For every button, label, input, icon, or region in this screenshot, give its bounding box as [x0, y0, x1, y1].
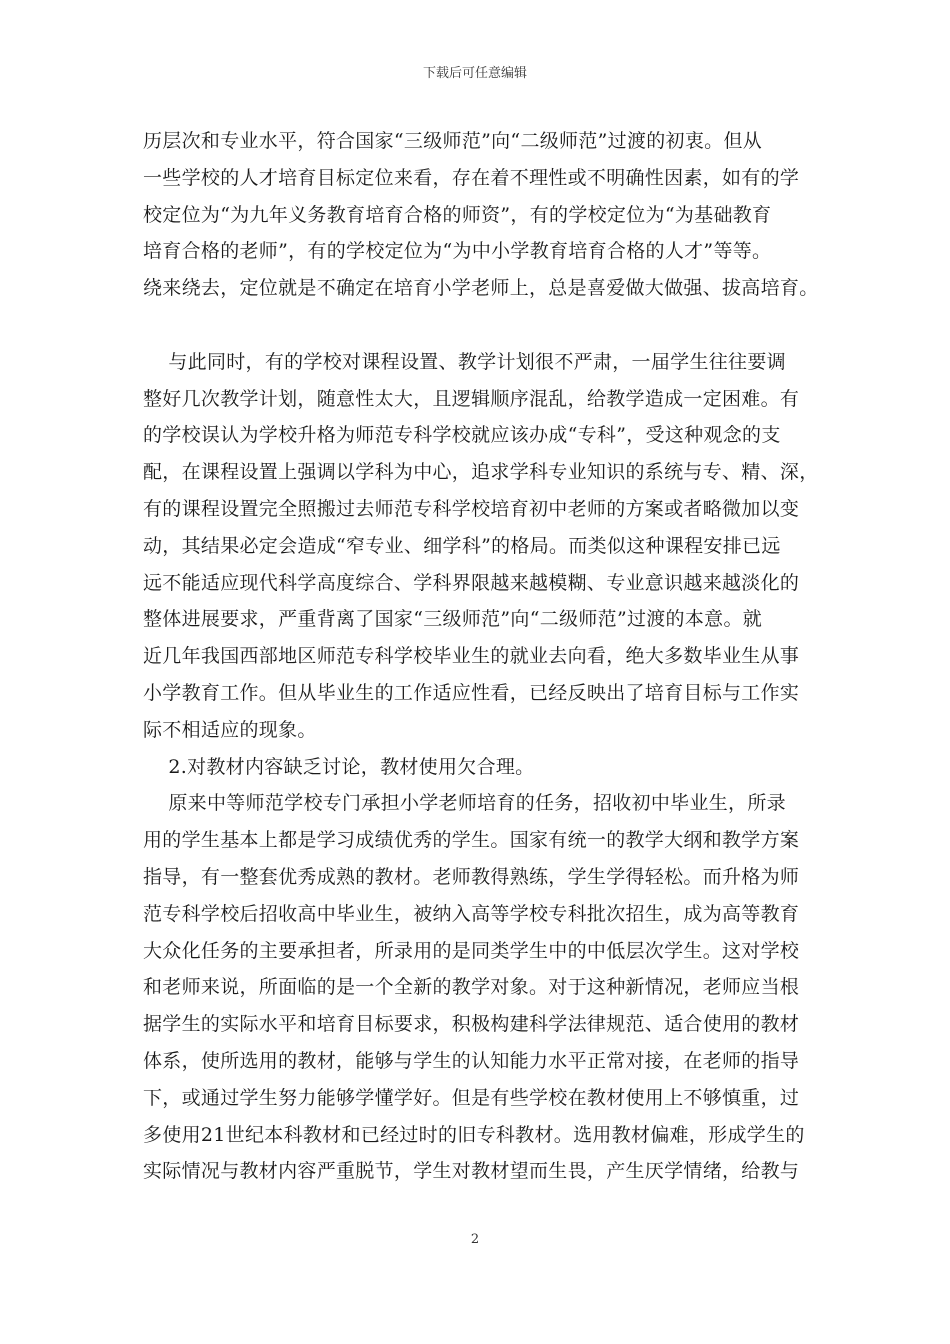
text-line: 小学教育工作。但从毕业生的工作适应性看，已经反映出了培育目标与工作实 [143, 681, 800, 704]
text-line: 和老师来说，所面临的是一个全新的教学对象。对于这种新情况，老师应当根 [143, 976, 800, 999]
text-line: 原来中等师范学校专门承担小学老师培育的任务，招收初中毕业生，所录 [143, 792, 786, 815]
text-line: 用的学生基本上都是学习成绩优秀的学生。国家有统一的教学大纲和教学方案 [143, 829, 800, 852]
paragraph [143, 785, 823, 1190]
text-line: 一些学校的人才培育目标定位来看，存在着不理性或不明确性因素，如有的学 [143, 166, 800, 189]
text-line: 校定位为“为九年义务教育培育合格的师资”，有的学校定位为“为基础教育 [143, 203, 772, 226]
text-line: 配，在课程设置上强调以学科为中心，追求学科专业知识的系统与专、精、深， [143, 461, 819, 484]
text-line: 下，或通过学生努力能够学懂学好。但是有些学校在教材使用上不够慎重，过 [143, 1086, 800, 1109]
paragraph-gap [143, 307, 823, 344]
page-header: 下载后可任意编辑 [422, 66, 527, 81]
text-line: 的学校误认为学校升格为师范专科学校就应该办成“专科”，受这种观念的支 [143, 424, 781, 447]
text-line: 2.对教材内容缺乏讨论，教材使用欠合理。 [143, 755, 535, 778]
text-line: 历层次和专业水平，符合国家“三级师范”向“二级师范”过渡的初衷。但从 [143, 130, 763, 152]
text-line: 指导，有一整套优秀成熟的教材。老师教得熟练，学生学得轻松。而升格为师 [143, 865, 800, 888]
text-line: 范专科学校后招收高中毕业生，被纳入高等学校专科批次招生，成为高等教育 [143, 902, 800, 925]
text-line: 实际情况与教材内容严重脱节，学生对教材望而生畏，产生厌学情绪，给教与 [143, 1160, 800, 1183]
text-line: 际不相适应的现象。 [143, 718, 317, 741]
text-line: 体系，使所选用的教材，能够与学生的认知能力水平正常对接，在老师的指导 [143, 1049, 800, 1072]
paragraph [143, 123, 823, 307]
text-line: 绕来绕去，定位就是不确定在培育小学老师上，总是喜爱做大做强、拔高培育。 [143, 277, 819, 300]
text-line: 与此同时，有的学校对课程设置、教学计划很不严肃，一届学生往往要调 [143, 350, 786, 373]
text-line: 整体进展要求，严重背离了国家“三级师范”向“二级师范”过渡的本意。就 [143, 608, 763, 631]
text-line: 大众化任务的主要承担者，所录用的是同类学生中的中低层次学生。这对学校 [143, 939, 800, 962]
paragraph [143, 344, 823, 749]
text-line: 动，其结果必定会造成“窄专业、细学科”的格局。而类似这种课程安排已远 [143, 534, 781, 557]
document-body [143, 123, 823, 1190]
text-line: 多使用21世纪本科教材和已经过时的旧专科教材。选用教材偏难，形成学生的 [143, 1123, 805, 1146]
text-line: 整好几次教学计划，随意性太大，且逻辑顺序混乱，给教学造成一定困难。有 [143, 387, 800, 410]
text-line: 培育合格的老师”，有的学校定位为“为中小学教育培育合格的人才”等等。 [143, 240, 772, 263]
text-line: 近几年我国西部地区师范专科学校毕业生的就业去向看，绝大多数毕业生从事 [143, 645, 800, 668]
text-line: 有的课程设置完全照搬过去师范专科学校培育初中老师的方案或者略微加以变 [143, 497, 800, 520]
text-line: 据学生的实际水平和培育目标要求，积极构建科学法律规范、适合使用的教材 [143, 1013, 800, 1036]
section-heading [143, 749, 823, 786]
page-number: 2 [470, 1232, 480, 1247]
text-line: 远不能适应现代科学高度综合、学科界限越来越模糊、专业意识越来越淡化的 [143, 571, 800, 594]
